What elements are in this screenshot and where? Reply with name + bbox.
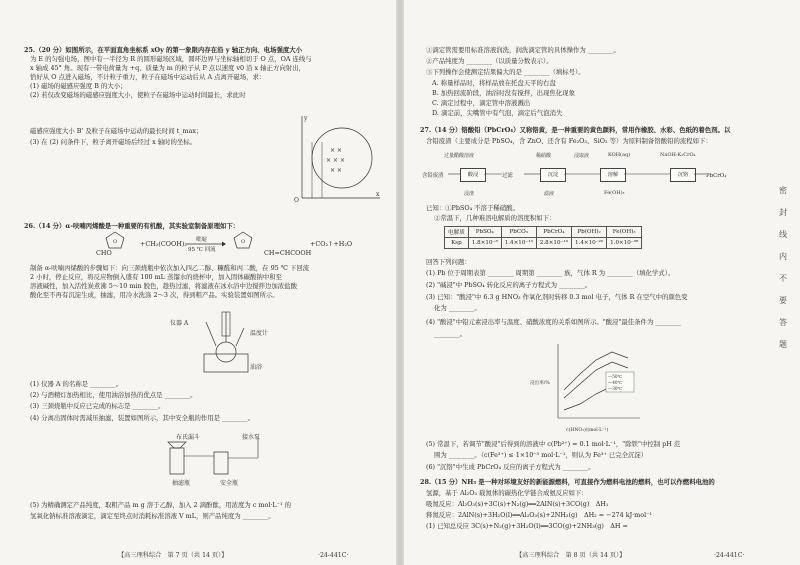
q25-line-3: 恰好从 O 点进入磁场，不计粒子重力，粒子在磁场中运动后从 A 点离开磁场，求： xyxy=(30,73,266,81)
apparatus-label-thermometer: 温度计 xyxy=(250,330,269,337)
seal-line-note xyxy=(776,180,790,356)
q26-continued-line-1: ②产品纯度为 ________（以质量分数表示）。 xyxy=(426,57,553,65)
q26-line-1: 制备 α-呋喃丙烯酸的步骤如下：向三颈烧瓶中依次加入四乙二醇、糠醛和丙二酸，在 95 ℃ 下回流 xyxy=(30,264,310,272)
chart-legend-1: —40℃ xyxy=(608,380,623,385)
option-a: A. 称量样品时，将样品放在托盘天平的右盘 xyxy=(432,79,556,87)
seal-char: 内 xyxy=(779,252,787,261)
ksp-header-cell: Pb(OH)₂ xyxy=(571,227,606,238)
svg-text:y: y xyxy=(304,115,308,122)
flow-box-start: 含铅废渣 xyxy=(422,173,444,179)
seal-char: 线 xyxy=(779,230,787,239)
seal-char: 答 xyxy=(779,318,787,327)
hint-line-1: ②常温下，几种难溶电解质的溶度积如下： xyxy=(434,214,556,222)
svg-text:O: O xyxy=(241,239,246,245)
ksp-header-cell: Fe(OH)₃ xyxy=(607,227,642,238)
page-gutter xyxy=(396,0,404,565)
q28-line-0: 28.（15 分）NH₃ 是一种对环境友好的新能源燃料，可直接作为燃料电池的燃料，也可以作燃料电池的 xyxy=(420,478,715,486)
filter-label-flask: 抽滤瓶 xyxy=(172,480,191,487)
seal-char: 密 xyxy=(779,186,787,195)
reaction-reagent: +CH₂(COOH)₂ xyxy=(140,240,187,248)
q27-question-5: (4) "酸浸"中铅元素浸出率与温度、硝酸浓度的关系如图所示。"酸浸"最佳条件为 ________ xyxy=(426,318,681,326)
right-footer-code: ·24-441C· xyxy=(714,552,745,559)
q28-line-2: 吸氮反应：Al₂O₃(s)+3C(s)+N₂(g)══2AlN(s)+3CO(g) ΔH₁ xyxy=(426,500,609,508)
chart-xlabel: c(HNO₃)/(mol·L⁻¹) xyxy=(566,428,609,433)
seal-char: 题 xyxy=(779,340,787,349)
svg-text:O: O xyxy=(113,239,118,245)
flow-box-chrome: 沉铬 xyxy=(670,168,696,182)
furan-ring-product-icon xyxy=(232,230,254,250)
q26-line-2: 2 小时，停止反应，将反应物倒入盛有 100 mL 蒸馏水的烧杯中，加入固体碳酸钠中和至 xyxy=(30,273,282,281)
q26-line-9: (5) 为精确测定产品纯度，取粗产品 m g 溶于乙醇，加入 2 滴酚酞，用浓度为 c mol·L⁻¹ 的 xyxy=(30,501,292,509)
reaction-byproduct: +CO₂↑+H₂O xyxy=(310,240,353,248)
q26-line-3: 溶液碱性，加入活性炭煮沸 5～10 min 脱色，趁热过滤，将滤液在冰水浴中边搅拌边加浓盐酸 xyxy=(30,282,297,290)
q26-line-10: 氢氧化钠标准溶液滴定，滴定至终点时消耗标准溶液 V mL，则产品纯度为 ________。 xyxy=(30,512,275,520)
q25-line-2: x 轴成 45° 角。现有一带电荷量为 +q、质量为 m 的粒子从 P 点以速度 v0 沿 x 轴正方向射出， xyxy=(30,64,305,72)
q28-line-4: (1) 已知总反应 3C(s)+N₂(g)+3H₂O(l)══3CO(g)+2NH₃(g) ΔH = xyxy=(426,522,628,530)
q25-line-6: 磁感应强度大小 B' 及粒子在磁场中运动的最长时间 t_max； xyxy=(30,127,203,135)
q26-line-6: (2) 与酒精灯加热相比，使用油浴加热的优点是 ________。 xyxy=(30,391,197,399)
q26-continued-line-2: ③下列操作会使测定结果偏大的是 ________（填标号）。 xyxy=(426,68,585,76)
ksp-value-cell: 1.0×10⁻³⁸ xyxy=(607,238,642,249)
q27-line-1: 含铅废渣（主要成分是 PbSO₄，含 ZnO、还含有 Fe₂O₃、SiO₂ 等）为原料制备铬酸铅的流程如下： xyxy=(426,137,712,145)
right-footer-page: 【高三理科综合 第 8 页（共 14 页）】 xyxy=(516,552,626,559)
ksp-value-row xyxy=(445,238,642,249)
q25-line-7: (3) 在 (2) 问条件下，粒子离开磁场后经过 x 轴时的坐标。 xyxy=(30,138,197,146)
flow-output-1: 滤液 xyxy=(544,191,555,197)
option-d: D. 滴定前，尖嘴管中有气泡，滴定后气泡消失 xyxy=(432,109,563,117)
filtration-apparatus-figure xyxy=(150,428,290,480)
q26-line-8: (4) 分离出固体时需减压抽滤，装置如图所示，其中安全瓶的作用是 ________。 xyxy=(30,414,255,422)
reaction-arrow xyxy=(186,240,226,248)
flow-box-filter: 过滤 xyxy=(502,173,513,179)
q26-continued-line-0: ①滴定管需要用标准溶液润洗，润洗滴定管的具体操作为 ________。 xyxy=(426,46,620,54)
flow-box-dissolve: 溶解 xyxy=(600,168,626,182)
q27-question-1: (1) Pb 位于周期表第 ________ 周期第 ________ 族，气体 R 为 ________（填化学式）。 xyxy=(426,269,675,277)
flow-box-precip: 沉淀 xyxy=(540,168,566,182)
ksp-header-row xyxy=(445,227,642,238)
q25-line-1: 为 E 的匀强电场，图中有一半径为 R 的圆形磁场区域，圆环边界与坐标轴相切于 O 点，OA 连线与 xyxy=(30,55,312,63)
q27-tail-1: 围为 ________。（c(Fe³⁺) ≤ 1×10⁻⁵ mol·L⁻¹，则认为 Fe³⁺ 已完全沉淀） xyxy=(434,451,648,459)
q25-line-5: (2) 若仅改变磁场的磁感应强度大小，使粒子在磁场中运动时间最长，求此时 xyxy=(30,91,246,99)
ksp-value-cell: Ksp xyxy=(445,238,469,249)
seal-char: 封 xyxy=(779,208,787,217)
flow-output-0: 浸渣 xyxy=(464,191,475,197)
flow-feed-1: 稀硝酸 xyxy=(536,153,552,159)
q27-question-6: ________。 xyxy=(434,330,466,338)
ksp-header-cell: PbCrO₄ xyxy=(536,227,571,238)
q27-tail-0: (5) 常温下，若调节"酸浸"后得到的溶液中 c(Pb²⁺) = 0.1 mol·L⁻¹，"除铁"中控制 pH 范 xyxy=(426,440,681,448)
svg-text:O: O xyxy=(294,197,299,204)
reaction-condition-top: 吡啶 xyxy=(196,237,208,243)
apparatus-label-a: 仪器 A xyxy=(170,320,189,327)
svg-text:× ×: × × xyxy=(330,147,342,154)
option-c: C. 滴定过程中，滴定管中溶液溅出 xyxy=(432,99,531,107)
q27-tail-2: (6) "沉铬"中生成 PbCrO₄ 反应的离子方程式为 ________。 xyxy=(426,463,595,471)
q27-question-4: 化为 ________。 xyxy=(434,304,481,312)
option-b: B. 加热回流阶段，油浴时没有搅拌，出现焦化现象 xyxy=(432,89,575,97)
svg-text:× × ×: × × × xyxy=(326,157,345,164)
reaction-product: CH=CHCOOH xyxy=(264,249,312,257)
ksp-value-cell: 1.4×10⁻²⁰ xyxy=(571,238,606,249)
ksp-header-cell: 电解质 xyxy=(445,227,469,238)
chart-legend-0: —50℃ xyxy=(608,374,623,379)
q27-question-0: 回答下列问题： xyxy=(426,258,471,266)
left-footer-page: 【高三理科综合 第 7 页（共 14 页）】 xyxy=(118,552,228,559)
filter-label-pump: 接水泵 xyxy=(242,434,261,441)
left-footer-code: ·24-441C· xyxy=(318,552,349,559)
seal-char: 不 xyxy=(779,274,787,283)
ksp-value-cell: 1.4×10⁻¹³ xyxy=(501,238,536,249)
hint-line-0: 已知：①PbSO₄ 不溶于稀硝酸。 xyxy=(426,204,519,212)
svg-text:× ×: × × xyxy=(330,167,342,174)
chart-legend-2: —30℃ xyxy=(608,386,623,391)
q25-line-4: (1) 磁场的磁感应强度 B 的大小； xyxy=(30,82,127,90)
filter-label-funnel: 布氏漏斗 xyxy=(176,434,201,441)
furan-ring-icon xyxy=(104,230,126,250)
reaction-condition-bottom: 95 ℃ 回流 xyxy=(188,247,216,253)
flow-output-2: Fe(OH)₃ xyxy=(604,190,625,196)
chart-ylabel: 浸出率/% xyxy=(530,381,550,386)
apparatus-label-oilbath: 油浴 xyxy=(250,364,263,371)
flow-feed-4: NaOH-K₂CrO₄ xyxy=(660,152,696,158)
ksp-value-cell: 1.8×10⁻⁸ xyxy=(468,238,501,249)
ksp-header-cell: PbCO₃ xyxy=(501,227,536,238)
ksp-table xyxy=(444,226,642,249)
flow-arrows xyxy=(448,172,708,176)
q26-line-0: 26.（14 分）α-呋喃丙烯酸是一种重要的有机酸，其实验室制备原理如下： xyxy=(24,222,240,230)
magnetic-field-figure xyxy=(292,112,384,204)
flow-box-acid: 酸浸 xyxy=(460,168,486,182)
flow-feed-2: 浸取液 xyxy=(574,153,590,159)
q27-question-3: (3) 已知："酸浸"中 6.3 g HNO₃ 作氧化剂时转移 0.3 mol 电子，气体 R 在空气中的颜色变 xyxy=(426,293,688,301)
q26-line-4: 酸化至不再有沉淀生成，抽滤，用冷水洗涤 2～3 次，得到粗产品。实验装置如图所示。 xyxy=(30,291,279,299)
seal-char: 要 xyxy=(779,296,787,305)
svg-text:x: x xyxy=(376,191,380,198)
q27-line-0: 27.（14 分）铬酸铅（PbCrO₄）又称铬黄，是一种重要的黄色颜料，常用作橡胶、水彩、色纸的着色剂。以 xyxy=(420,126,731,134)
left-page xyxy=(0,0,396,565)
q25-line-0: 25.（20 分）如图所示，在平面直角坐标系 xOy 的第一象限内存在沿 y 轴正方向、电场强度大小 xyxy=(24,46,302,54)
ksp-value-cell: 2.8×10⁻¹³ xyxy=(536,238,571,249)
filter-label-safety-bottle: 安全瓶 xyxy=(220,480,239,487)
leaching-rate-chart xyxy=(544,338,644,428)
reaction-reactant: CHO xyxy=(96,249,112,257)
flow-box-product: PbCrO₄ xyxy=(706,173,727,179)
flow-feed-0: 过量醋酸溶液 xyxy=(444,153,475,159)
q26-line-7: (3) 三颈烧瓶中反应已完成的标志是 ________。 xyxy=(30,402,165,410)
q28-line-3: 释氮反应：2AlN(s)+3H₂O(l)══Al₂O₃(s)+2NH₃(g) ΔH₂ = −274 kJ·mol⁻¹ xyxy=(426,511,653,519)
right-page xyxy=(404,0,800,565)
q26-line-5: (1) 仪器 A 的名称是 ________。 xyxy=(30,380,123,388)
q28-line-1: 氢源，基于 Al₂O₃ 载氮体的碳热化学链合成氨反应如下： xyxy=(426,489,588,497)
flow-feed-3: KOH(aq) xyxy=(608,152,631,158)
q27-question-2: (2) "碱浸"中 PbSO₄ 转化反应的离子方程式为 ________。 xyxy=(426,281,592,289)
ksp-header-cell: PbSO₄ xyxy=(468,227,501,238)
